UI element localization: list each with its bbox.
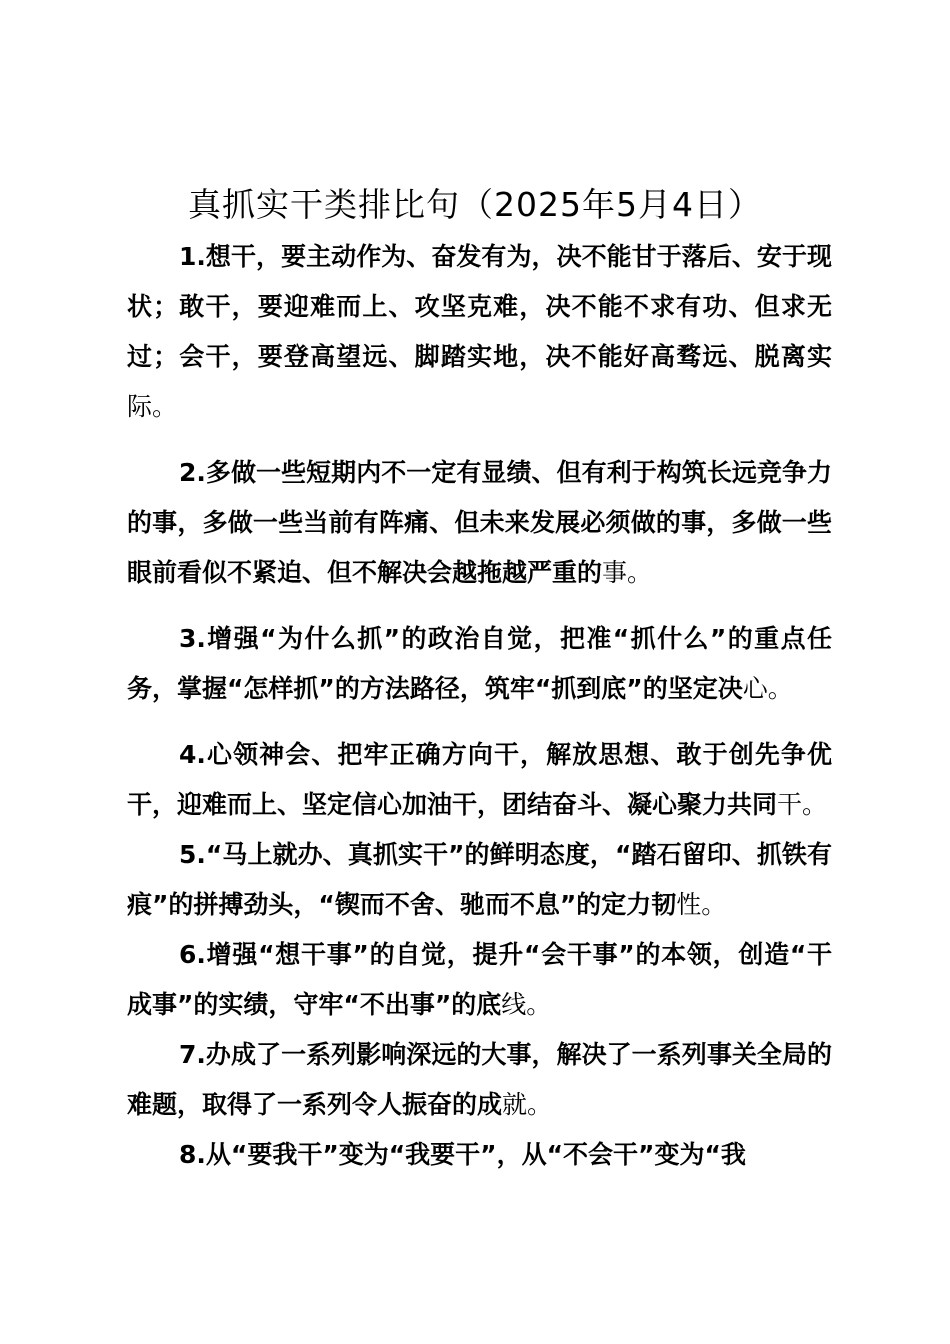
paragraph-4	[127, 730, 832, 830]
paragraph-3-text: 3.增强“为什么抓”的政治自觉，把准“抓什么”的重点任务，掌握“怎样抓”的方法路径，筑牢“抓到底”的坚定决	[127, 624, 832, 703]
paragraph-1-text: 1.想干，要主动作为、奋发有为，决不能甘于落后、安于现状；敢干，要迎难而上、攻坚克难，决不能不求有功、但求无过；会干，要登高望远、脚踏实地，决不能好高骛远、脱离实	[127, 242, 832, 371]
paragraph-8	[127, 1130, 832, 1180]
paragraph-8-text: 8.从“要我干”变为“我要干”，从“不会干”变为“我	[179, 1140, 746, 1169]
paragraph-1-tail: 际。	[127, 392, 178, 421]
paragraph-3-tail: 心。	[742, 674, 793, 703]
paragraph-7-text: 7.办成了一系列影响深远的大事，解决了一系列事关全局的难题，取得了一系列令人振奋的成	[127, 1040, 832, 1119]
document-title: 真抓实干类排比句（2025年5月4日）	[188, 185, 762, 224]
paragraph-2	[127, 448, 832, 598]
paragraph-6-tail: 线。	[501, 990, 552, 1019]
paragraph-6	[127, 930, 832, 1030]
paragraph-2-text: 2.多做一些短期内不一定有显绩、但有利于构筑长远竞争力的事，多做一些当前有阵痛、但未来发展必须做的事，多做一些眼前看似不紧迫、但不解决会越拖越严重的	[127, 458, 832, 587]
paragraph-4-tail: 干。	[777, 790, 828, 819]
paragraph-4-text: 4.心领神会、把牢正确方向干，解放思想、敢于创先争优干，迎难而上、坚定信心加油干，团结奋斗、凝心聚力共同	[127, 740, 832, 819]
paragraph-1	[127, 232, 832, 432]
document-body	[127, 232, 832, 1180]
paragraph-2-tail: 事。	[602, 558, 653, 587]
paragraph-5	[127, 830, 832, 930]
paragraph-3	[127, 614, 832, 714]
paragraph-5-tail: 性。	[676, 890, 727, 919]
paragraph-7-tail: 就。	[502, 1090, 553, 1119]
paragraph-5-text: 5.“马上就办、真抓实干”的鲜明态度，“踏石留印、抓铁有痕”的拼搏劲头，“锲而不舍、驰而不息”的定力韧	[127, 840, 832, 919]
paragraph-7	[127, 1030, 832, 1130]
paragraph-6-text: 6.增强“想干事”的自觉，提升“会干事”的本领，创造“干成事”的实绩，守牢“不出事”的底	[127, 940, 832, 1019]
